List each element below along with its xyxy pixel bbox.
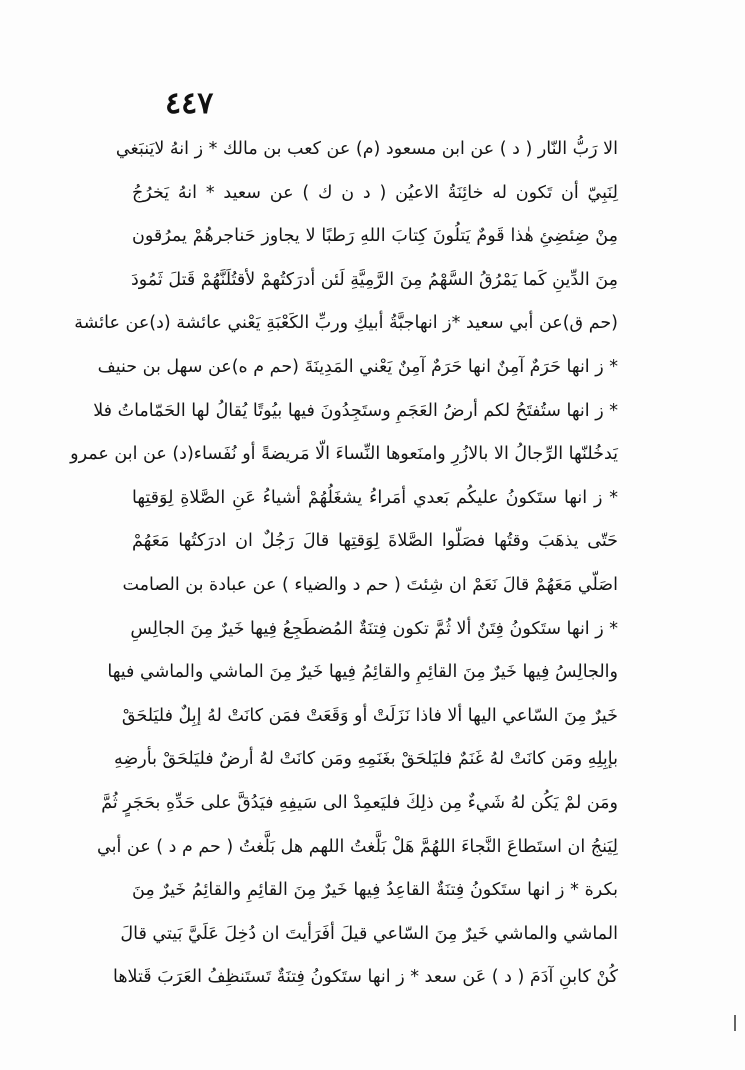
text-block <box>70 128 618 1000</box>
text-line: كُنْ كابنِ آدَمَ ( د ) عَن سعد * ز انها ستَكونُ فِتنَةٌ تَستَنظِفُ العَرَبَ قَتلاها <box>112 967 618 988</box>
text-line: مِنْ ضِئضِئِ هٰذا قَومٌ يَتلُونَ كِتابَ اللهِ رَطبًا لا يجاوز حَناجرهُمْ يمرُقون <box>132 226 618 247</box>
scan-margin-mark <box>734 1015 736 1031</box>
text-line: خَيرٌ مِنَ السّاعي اليها ألا فاذا نَزَلَتْ أو وَقَعَتْ فمَن كانَتْ لهُ إبِلٌ فليَلحَقْ <box>121 705 618 726</box>
text-line: الا رَبُّ النّار ( د ) عن ابن مسعود (م) عن كعب بن مالك * ز انهُ لايَنبَغي <box>115 139 618 159</box>
text-line: ومَن لمْ يَكُن لهُ شَيءٌ مِن ذلِكَ فليَعمِدْ الى سَيفِهِ فيَدُقَّ على حَدِّهِ بحَجَرٍ ثُمَّ <box>101 792 618 813</box>
text-line: حَتّى يذهَبَ وقتُها فصَلّوا الصَّلاةَ لِوَقتِها قالَ رَجُلٌ ان ادرَكتُها مَعَهُمْ <box>132 531 618 552</box>
text-line: * ز انها حَرَمٌ آمِنٌ انها حَرَمٌ آمِنٌ يَعْني المَدِينَةَ (حم م ه)عن سهل بن حنيف <box>97 356 618 377</box>
text-line: * ز انها ستَكونُ فِتَنٌ ألا ثُمَّ تكون فِتنَةٌ المُضطَجِعُ فِيها خَيرٌ مِنَ الجالِسِ <box>130 618 618 639</box>
text-line: والجالِسُ فِيها خَيرٌ مِنَ القائِمِ والقائِمُ فِيها خَيرٌ مِنَ الماشي والماشي فيها <box>107 662 618 683</box>
page-number: ٤٤٧ <box>165 86 214 121</box>
text-line: اصَلّي مَعَهُمْ قالَ نَعَمْ ان شِئتَ ( حم د والضياء ) عن عبادة بن الصامت <box>122 574 618 595</box>
text-line: الماشي والماشي خَيرٌ مِنَ السّاعي قيلَ أفَرَأيتَ ان دُخِلَ عَلَيَّ بَيتي قالَ <box>120 923 618 944</box>
text-line: * ز انها ستَكونُ عليكُم بَعدي أمَراءُ يشغَلُهُمْ أشياءُ عَنِ الصَّلاةِ لِوَقتِها <box>132 487 618 508</box>
text-line: بإبِلِهِ ومَن كانَتْ لهُ غَنَمٌ فليَلحَقْ بغَنَمِهِ ومَن كانَتْ لهُ أرضٌ فليَلحَقْ بأرضِهِ <box>114 749 618 770</box>
text-line: لِنَبِيّ أن تَكون له خائِنَةُ الاعيُن ( د ن ك ) عن سعيد * انهُ يَخرُجُ <box>132 182 618 203</box>
text-line: * ز انها ستُفتَحُ لكم أرضُ العَجَمِ وستَجِدُونَ فيها بيُوتًا يُقالُ لها الحَمّاماتُ فلا <box>93 400 618 421</box>
text-line: مِنَ الدِّينِ كَما يَمْرُقُ السَّهْمُ مِنَ الرَّمِيَّةِ لَئن أدرَكتُهمْ لأقتُلَنَّهُمْ قَتلَ ثَمُودَ <box>130 269 618 290</box>
text-line: (حم ق)عن أبي سعيد *ز انهاجبَّةُ أبيكِ وربِّ الكَعْبَةِ يَعْني عائشة (د)عن عائشة <box>74 313 618 334</box>
text-line: بكرة * ز انها ستَكونُ فِتنَةٌ القاعِدُ فِيها خَيرٌ مِنَ القائِمِ والقائِمُ خَيرٌ مِنَ <box>132 880 618 901</box>
text-line: يَدخُلنّها الرِّجالُ الا بالازُرِ وامنَعوها النِّساءَ الّا مَريضةً أو نُفَساء(د) عن ابن عمرو <box>70 444 618 465</box>
text-line: لِيَنجُ ان استَطاعَ النَّجاءَ اللهُمَّ هَلْ بَلَّغتُ اللهم هل بَلَّغتُ ( حم م د ) عن أبي <box>97 836 618 857</box>
